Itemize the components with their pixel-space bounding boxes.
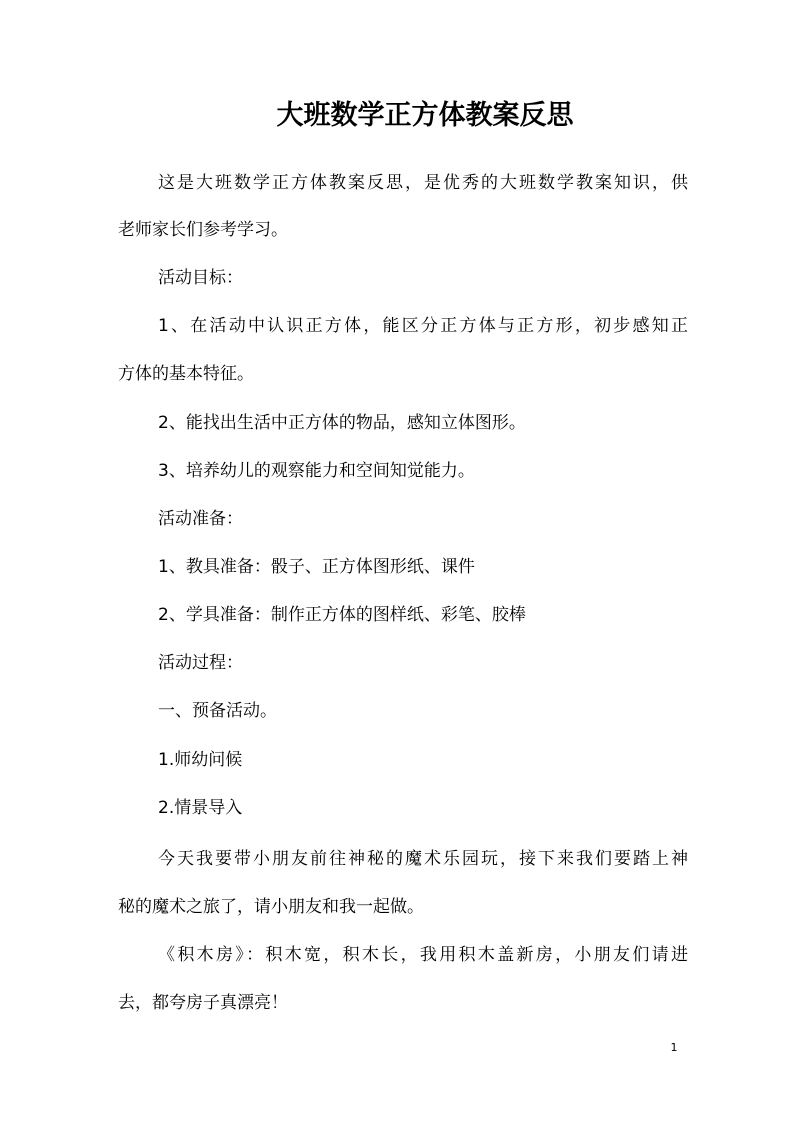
paragraph-line: 1、教具准备：骰子、正方体图形纸、课件 (158, 557, 475, 577)
paragraph-line: 秘的魔术之旅了，请小朋友和我一起做。 (118, 897, 424, 917)
paragraph-line: 今天我要带小朋友前往神秘的魔术乐园玩，接下来我们要踏上神 (158, 849, 688, 869)
paragraph-line: 3、培养幼儿的观察能力和空间知觉能力。 (158, 461, 475, 481)
paragraph-line: 方体的基本特征。 (118, 364, 254, 384)
section-heading: 活动过程： (158, 653, 243, 673)
paragraph-line: 老师家长们参考学习。 (118, 220, 288, 240)
document-title: 大班数学正方体教案反思 (276, 100, 574, 131)
paragraph-line: 1.师幼问候 (158, 750, 243, 770)
section-heading: 活动准备： (158, 509, 243, 529)
section-heading: 活动目标： (158, 268, 243, 288)
paragraph-line: 这是大班数学正方体教案反思，是优秀的大班数学教案知识，供 (158, 173, 688, 193)
paragraph-line: 2、学具准备：制作正方体的图样纸、彩笔、胶棒 (158, 605, 526, 625)
page-number: 1 (670, 1041, 678, 1054)
paragraph-line: 《积木房》：积木宽，积木长，我用积木盖新房，小朋友们请进 (158, 945, 688, 965)
paragraph-line: 2、能找出生活中正方体的物品，感知立体图形。 (158, 413, 526, 433)
paragraph-line: 2.情景导入 (158, 798, 243, 818)
paragraph-line: 一、预备活动。 (158, 701, 277, 721)
paragraph-line: 1、在活动中认识正方体，能区分正方体与正方形，初步感知正 (158, 316, 688, 336)
paragraph-line: 去，都夸房子真漂亮！ (118, 993, 288, 1013)
